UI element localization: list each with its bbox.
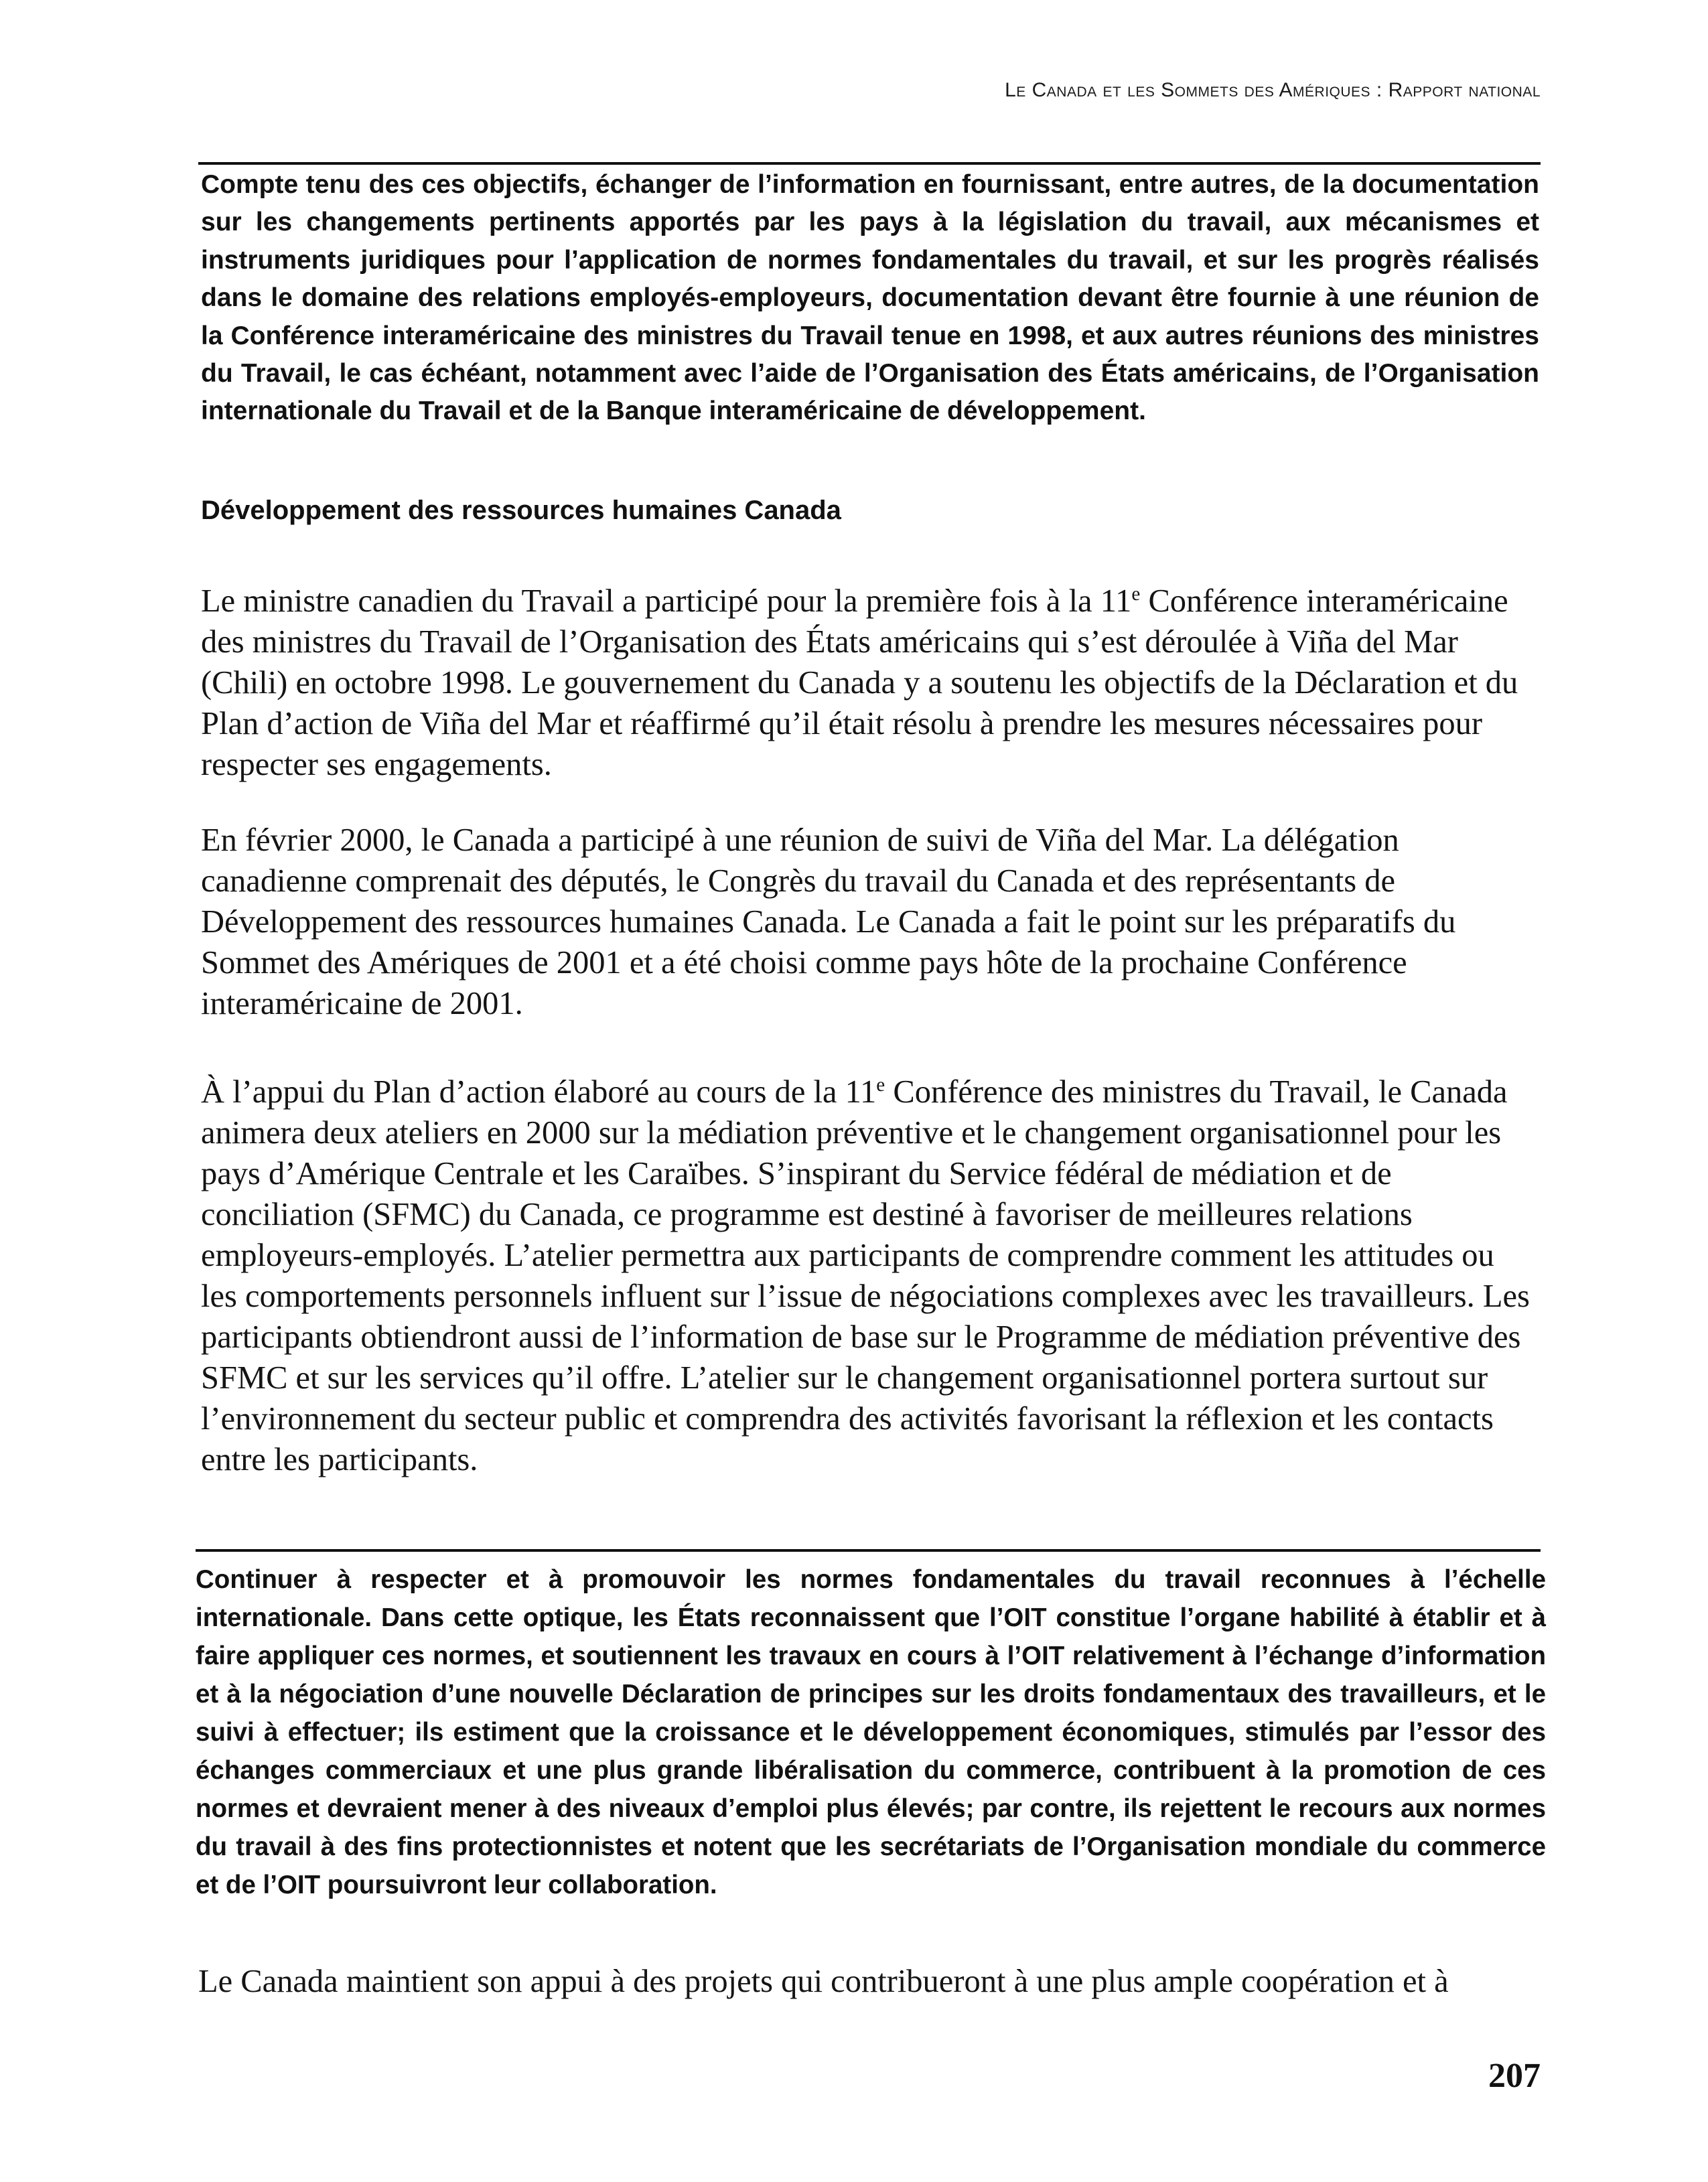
body-paragraph-2: En février 2000, le Canada a participé à une réunion de suivi de Viña del Mar. La délégation canadienne comprenait des députés, le Congrès du travail du Canada et des représentants de Développement des ressources humaines Canada. Le Canada a fait le point sur les préparatifs du Sommet des Amériques de 2001 et a été choisi comme pays hôte de la prochaine Conférence interaméricaine de 2001. bbox=[201, 822, 1456, 1021]
running-header: Le Canada et les Sommets des Amériques : Rapport national bbox=[1005, 79, 1541, 101]
objective-top-rule-2 bbox=[196, 1549, 1541, 1552]
ordinal-suffix: e bbox=[1131, 583, 1141, 605]
closing-paragraph: Le Canada maintient son appui à des projets qui contribueront à une plus ample coopération et à bbox=[198, 1964, 1449, 1999]
ordinal-suffix: e bbox=[876, 1074, 885, 1096]
body-paragraph-1: Le ministre canadien du Travail a participé pour la première fois à la 11e Conférence interaméricaine des ministres du Travail de l’Organisation des États américains qui s’est déroulée à Viña del Mar (Chili) en octobre 1998. Le gouvernement du Canada y a soutenu les objectifs de la Déclaration et du Plan d’action de Viña del Mar et réaffirmé qu’il était résolu à prendre les mesures nécessaires pour respecter ses engagements. bbox=[201, 583, 1518, 783]
section-heading: Développement des ressources humaines Canada bbox=[201, 496, 841, 525]
objective-text-1: Compte tenu des ces objectifs, échanger de l’information en fournissant, entre autres, de la documentation sur les changements pertinents apportés par les pays à la législation du travail, aux mécanismes et instruments juridiques pour l’application de normes fondamentales du travail, et sur les progrès réalisés dans le domaine des relations employés-employeurs, documentation devant être fournie à une réunion de la Conférence interaméricaine des ministres du Travail tenue en 1998, et aux autres réunions des ministres du Travail, le cas échéant, notamment avec l’aide de l’Organisation des États américains, de l’Organisation internationale du Travail et de la Banque interaméricaine de développement. bbox=[201, 170, 1539, 426]
body-paragraph-3: À l’appui du Plan d’action élaboré au cours de la 11e Conférence des ministres du Travail, le Canada animera deux ateliers en 2000 sur la médiation préventive et le changement organisationnel pour les pays d’Amérique Centrale et les Caraïbes. S’inspirant du Service fédéral de médiation et de conciliation (SFMC) du Canada, ce programme est destiné à favoriser de meilleures relations employeurs-employés. L’atelier permettra aux participants de comprendre comment les attitudes ou les comportements personnels influent sur l’issue de négociations complexes avec les travailleurs. Les participants obtiendront aussi de l’information de base sur le Programme de médiation préventive des SFMC et sur les services qu’il offre. L’atelier sur le changement organisationnel portera surtout sur l’environnement du secteur public et comprendra des activités favorisant la réflexion et les contacts entre les participants. bbox=[201, 1074, 1530, 1478]
page-number: 207 bbox=[1488, 2057, 1541, 2095]
objective-top-rule bbox=[198, 162, 1541, 165]
objective-text-2: Continuer à respecter et à promouvoir les normes fondamentales du travail reconnues à l’échelle internationale. Dans cette optique, les États reconnaissent que l’OIT constitue l’organe habilité à établir et à faire appliquer ces normes, et soutiennent les travaux en cours à l’OIT relativement à l’échange d’information et à la négociation d’une nouvelle Déclaration de principes sur les droits fondamentaux des travailleurs, et le suivi à effectuer; ils estiment que la croissance et le développement économiques, stimulés par l’essor des échanges commerciaux et une plus grande libéralisation du commerce, contribuent à la promotion de ces normes et devraient mener à des niveaux d’emploi plus élevés; par contre, ils rejettent le recours aux normes du travail à des fins protectionnistes et notent que les secrétariats de l’Organisation mondiale du commerce et de l’OIT poursuivront leur collaboration. bbox=[196, 1565, 1546, 1899]
